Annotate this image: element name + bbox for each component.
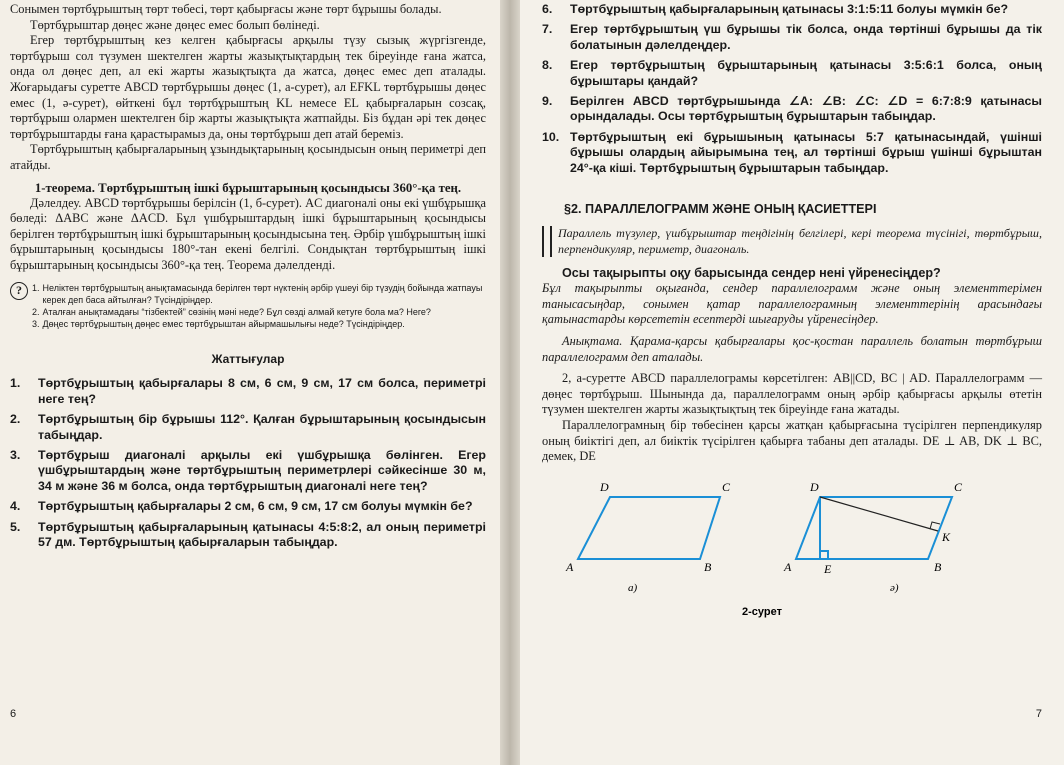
right-page	[520, 0, 1064, 765]
exercise-item: 10. Төртбұрыштың екі бұрышының қатынасы 5:7 қатынасындай, үшінші бұрышы олардың айырымына тең, ал төртінші бұрыш үшінші бұрыштан 24°-қа кіші. Төртбұрыштың бұрыштарын табыңдар.	[542, 129, 1042, 175]
learning-question: Осы тақырыпты оқу барысында сендер нені үйренесіңдер?	[562, 266, 941, 281]
question-list	[32, 282, 486, 331]
question-item: 3. Дөңес төртбұрыштың дөңес емес төртбұрыштан айырмашылығы неде? Түсіндіріңдер.	[32, 319, 405, 330]
figure-caption: 2-сурет	[742, 605, 782, 618]
learning-text: Бұл тақырыпты оқығанда, сендер параллелограмм және оның элементтерімен танысасыңдар, сонымен қатар параллелограмның элементтерінің арасындағы қатынастарды көрсететін есептерді шығаруды үйренесіңдер.	[542, 281, 1042, 327]
paragraph-3: Егер төртбұрыштың кез келген қабырғасы арқылы түзу сызық жүргізгенде, төртбұрыш сол түзумен шектелген жарты жазықтықтардың тек біреуінде ғана жатса, онда ол дөңес деп, ал екі жарты жазықтықта да жатса, дөңес емес деп аталады. Жоғарыдағы суретте ABCD төртбұрышы дөңес (1, а-сурет), ал EFKL төртбұрышы дөңес емес (1, ә-сурет), өйткені бұл төртбұрыштың KL немесе EL қабырғаларын созсақ, төртбұрыш олармен шектелген бір жарты жазықтықта жатпайды. Біз бұдан әрі тек дөңес төртбұрыштарды ғана қарастырамыз да, оны төртбұрыш деп атай береміз.	[10, 33, 486, 141]
question-item: 2. Аталған анықтамадағы “тізбектей” сөзінің мәні неде? Бұл сөзді алмай кетуге бола ма? Неге?	[32, 306, 431, 317]
theorem-1: 1-теорема. Төртбұрыштың ішкі бұрыштарының қосындысы 360°-қа тең.	[34, 180, 462, 195]
exercise-item: 4. Төртбұрыштың қабырғалары 2 см, 6 см, 9 см, 17 см болуы мүмкін бе?	[10, 499, 473, 514]
question-mark-icon: ?	[10, 282, 28, 300]
label-b-E: E	[824, 561, 832, 576]
book-gutter	[500, 0, 520, 765]
right-angle-e	[820, 551, 828, 559]
parallelogram-b	[796, 497, 952, 559]
question-item: 1. Неліктен төртбұрыштың анықтамасында берілген төрт нүктенің әрбір үшеуі бір түзудің бойында жатпауы керек деп баса айтылған? Түсіндіріңдер.	[32, 282, 483, 305]
label-a-B: B	[704, 559, 712, 574]
left-page	[0, 0, 500, 765]
exercise-item: 8. Егер төртбұрыштың бұрыштарының қатынасы 3:5:6:1 болса, оның бұрыштары қандай?	[542, 58, 1042, 88]
page-number-left: 6	[10, 708, 17, 720]
paragraph-p2: Параллелограмның бір төбесінен қарсы жатқан қабырғасына түсірілген перпендикуляр оның биіктігі деп, ал биіктік түсірілген қабырға табаны деп аталады. DE ⊥ AB, DK ⊥ BC, демек, DE	[542, 418, 1042, 464]
label-b-C: C	[954, 479, 963, 494]
reference-box	[542, 226, 1042, 257]
exercise-item: 1. Төртбұрыштың қабырғалары 8 см, 6 см, 9 см, 17 см болса, периметрі неге тең?	[10, 376, 486, 406]
questions-block	[10, 282, 486, 331]
label-b-A: A	[784, 559, 792, 574]
parallelogram-a-shape	[578, 497, 720, 559]
label-a-A: A	[566, 559, 574, 574]
exercise-item: 7. Егер төртбұрыштың үш бұрышы тік болса, онда төртінші бұрышы да тік болатынын дәлелдеңдер.	[542, 22, 1042, 52]
exercise-item: 5. Төртбұрыштың қабырғаларының қатынасы 4:5:8:2, ал оның периметрі 57 дм. Төртбұрыштың қабырғаларын табыңдар.	[10, 519, 486, 549]
paragraph-1: Сонымен төртбұрыштың төрт төбесі, төрт қабырғасы және төрт бұрышы болады.	[10, 2, 442, 16]
height-dk	[820, 497, 938, 531]
parallelogram-a	[578, 497, 720, 559]
exercise-list-left	[10, 376, 486, 550]
exercises-heading: Жаттығулар	[211, 352, 285, 367]
exercise-item: 2. Төртбұрыштың бір бұрышы 112°. Қалған бұрыштарының қосындысын табыңдар.	[10, 412, 486, 442]
label-b-K: K	[942, 529, 951, 544]
reference-bar-icon	[542, 226, 552, 257]
figure-2-drawing	[542, 469, 1042, 619]
proof-paragraph: Дәлелдеу. ABCD төртбұрышы берілсін (1, б-сурет). AC диагоналі оны екі үшбұрышқа бөледі: ΔABC және ΔACD. Бұл үшбұрыштардың ішкі бұрыштарының қосындысы берілген төртбұрыштың ішкі бұрыштарының қосындысына тең. Әрбір үшбұрыштың ішкі бұрыштарының қосындысы 180°-тан екені белгілі. Сондықтан төртбұрыштың ішкі бұрыштарының қосындысы 360°-қа тең. Теорема дәлелденді.	[10, 195, 486, 272]
figure-2	[542, 469, 1042, 619]
paragraph-p1: 2, а-суретте ABCD параллелограмы көрсетілген: AB||CD, BC | AD. Параллелограмм — дөңес төртбұрыш. Шынында да, параллелограмм оның әрбір қабырғасы арқылы өтетін түзумен шектелген жарты жазықтықтың тек біреуінде ғана жатады.	[542, 371, 1042, 417]
exercise-list-right	[542, 2, 1042, 176]
definition: Анықтама. Қарама-қарсы қабырғалары қос-қостан параллель болатын төртбұрыш параллелограмм деп аталады.	[542, 334, 1042, 364]
exercise-item: 3. Төртбұрыш диагоналі арқылы екі үшбұрышқа бөлінген. Егер үшбұрыштардың және төртбұрыштың периметрлері сәйкесінше 30 м, 34 м және 36 м болса, онда төртбұрыштың диагоналі неге тең?	[10, 447, 486, 493]
label-a-C: C	[722, 479, 731, 494]
label-a-D: D	[600, 479, 609, 494]
right-angle-k	[930, 522, 940, 529]
section-title: §2. ПАРАЛЛЕЛОГРАММ ЖӘНЕ ОНЫҢ ҚАСИЕТТЕРІ	[564, 202, 877, 217]
label-b-B: B	[934, 559, 942, 574]
caption-b: ә)	[890, 581, 899, 594]
exercise-item: 9. Берілген ABCD төртбұрышында ∠A: ∠B: ∠C: ∠D = 6:7:8:9 қатынасы орындалады. Осы төртбұрыштың бұрыштарын табыңдар.	[542, 94, 1042, 124]
paragraph-4: Төртбұрыштың қабырғаларының ұзындықтарының қосындысын оның периметрі деп атайды.	[10, 142, 486, 172]
exercise-item: 6. Төртбұрыштың қабырғаларының қатынасы 3:1:5:11 болуы мүмкін бе?	[542, 2, 1009, 16]
caption-a: а)	[628, 581, 638, 594]
page-number-right: 7	[1035, 708, 1042, 720]
paragraph-2: Төртбұрыштар дөңес және дөңес емес болып бөлінеді.	[30, 17, 320, 32]
reference-text: Параллель түзулер, үшбұрыштар теңдігінің белгілері, кері теорема түсінігі, төртбұрыш, перпендикуляр, периметр, диагональ.	[558, 226, 1042, 256]
label-b-D: D	[810, 479, 819, 494]
